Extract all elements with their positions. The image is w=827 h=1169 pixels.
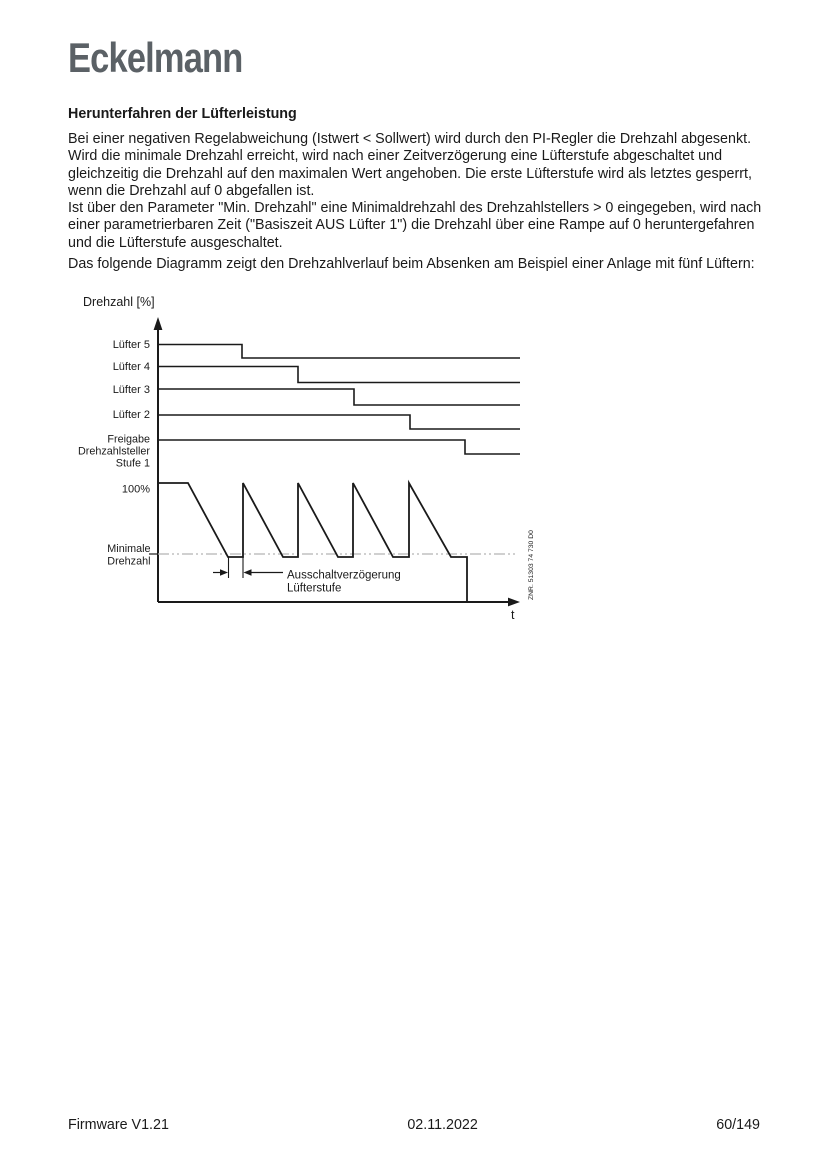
dim-arrowhead-right-icon	[220, 569, 228, 575]
fan5-label: Lüfter 5	[112, 339, 150, 351]
page-footer	[68, 1117, 760, 1134]
freigabe-stufe1-trace	[158, 440, 520, 454]
annotation-line1: Ausschaltverzögerung	[287, 569, 401, 582]
level-100-label: 100%	[121, 483, 150, 496]
freigabe-label-line1: Freigabe	[107, 433, 150, 446]
x-axis-label: t	[511, 608, 515, 622]
paragraph-text-1b: Ist über den Parameter "Min. Drehzahl" eine Minimaldrehzahl des Drehzahlstellers > 0 eingegeben, wird nach einer parametrierbaren Zeit ("Basiszeit AUS Lüfter 1") die Drehzahl über eine Rampe auf 0 heruntergefahren und die Lüfterstufe ausgeschaltet.	[68, 200, 762, 251]
section-heading: Herunterfahren der Lüfterleistung	[68, 106, 297, 122]
y-axis-arrowhead-icon	[154, 317, 163, 330]
fan2-trace	[158, 415, 520, 429]
znr-number: ZNR. 51303 74 730 D0	[528, 530, 535, 600]
company-logo: Eckelmann	[68, 34, 243, 81]
x-axis-arrowhead-icon	[508, 598, 520, 607]
paragraph-text-1a: Bei einer negativen Regelabweichung (Istwert < Sollwert) wird durch den PI-Regler die Drehzahl abgesenkt. Wird die minimale Drehzahl erreicht, wird nach einer Zeitverzögerung eine Lüfterstufe abgeschaltet und gleichzeitig die Drehzahl auf den maximalen Wert angehoben. Die erste Lüfterstufe wird als letztes gesperrt, wenn die Drehzahl auf 0 abgefallen ist.	[68, 131, 752, 199]
annotation-line2: Lüfterstufe	[287, 582, 342, 595]
footer-page-number: 60/149	[716, 1117, 760, 1133]
min-speed-label-line1: Minimale	[107, 543, 151, 555]
fan3-label: Lüfter 3	[112, 384, 150, 396]
freigabe-label-line3: Stufe 1	[115, 457, 150, 470]
fan3-trace	[158, 389, 520, 405]
fan2-label: Lüfter 2	[112, 409, 150, 421]
footer-date: 02.11.2022	[407, 1117, 478, 1133]
dim-arrowhead-left-icon	[244, 569, 252, 575]
fan5-trace	[158, 345, 520, 359]
y-axis-label: Drehzahl [%]	[83, 295, 155, 309]
body-paragraph-2: Das folgende Diagramm zeigt den Drehzahlverlauf beim Absenken am Beispiel einer Anlage mit fünf Lüftern:	[68, 256, 755, 272]
footer-firmware-version: Firmware V1.21	[68, 1117, 169, 1133]
freigabe-label-line2: Drehzahlsteller	[77, 445, 150, 458]
fan4-trace	[158, 367, 520, 383]
min-speed-label-line2: Drehzahl	[107, 555, 151, 568]
fan4-label: Lüfter 4	[112, 361, 150, 373]
